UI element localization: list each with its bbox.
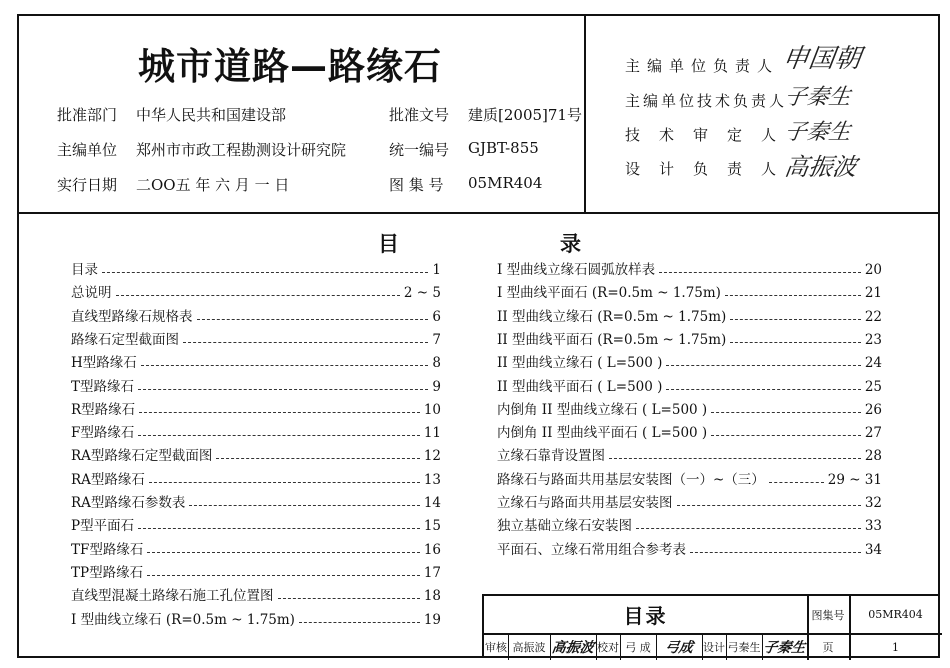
toc-item bbox=[71, 328, 441, 348]
toc-leader bbox=[677, 505, 861, 506]
toc-item bbox=[71, 584, 441, 604]
toc-item bbox=[71, 281, 441, 301]
toc-leader bbox=[147, 552, 419, 553]
toc-item-label: 内倒角 II 型曲线立缘石 ( L=500 ) bbox=[497, 401, 708, 418]
design-label: 设计 bbox=[703, 641, 725, 654]
check-name: 弓 成 bbox=[625, 641, 651, 654]
info-value: 05MR404 bbox=[468, 174, 543, 192]
info-row-editor-unit bbox=[57, 139, 347, 160]
toc-item-label: 直线型混凝土路缘石施工孔位置图 bbox=[71, 588, 274, 605]
toc-item-label: 目录 bbox=[71, 262, 98, 278]
toc-item-page: 27 bbox=[864, 425, 882, 442]
toc-leader bbox=[116, 295, 400, 296]
toc-item bbox=[71, 398, 441, 418]
toc-item bbox=[71, 561, 441, 581]
toc-item-label: II 型曲线立缘石 ( L=500 ) bbox=[497, 355, 663, 372]
document-title: 城市道路—路缘石 bbox=[138, 45, 442, 88]
toc-item-label: RA型路缘石 bbox=[71, 471, 145, 488]
toc-item bbox=[71, 375, 441, 395]
toc-item-page: 32 bbox=[864, 495, 882, 511]
info-row-approval-no bbox=[389, 104, 582, 125]
toc-heading-right: 录 bbox=[560, 232, 581, 256]
atlas-label: 图集号 bbox=[811, 608, 845, 622]
toc-leader bbox=[197, 319, 429, 320]
toc-item-page: 17 bbox=[423, 564, 441, 581]
info-row-effective-date bbox=[57, 174, 290, 195]
toc-leader bbox=[138, 435, 419, 436]
info-label: 主编单位 bbox=[57, 141, 118, 159]
check-label: 校对 bbox=[597, 641, 619, 654]
toc-leader bbox=[730, 319, 861, 320]
toc-leader bbox=[666, 389, 860, 390]
toc-leader bbox=[690, 552, 861, 553]
toc-leader bbox=[189, 505, 419, 506]
info-label: 图 集 号 bbox=[389, 176, 444, 194]
toc-item-label: 内倒角 II 型曲线平面石 ( L=500 ) bbox=[497, 425, 708, 442]
toc-item bbox=[497, 351, 882, 371]
title-block bbox=[482, 594, 940, 658]
toc-item-label: II 型曲线立缘石 (R=0.5m ~ 1.75m) bbox=[497, 308, 727, 325]
toc-item-page: 26 bbox=[864, 401, 882, 418]
approver-role: 设计负责人 bbox=[625, 160, 796, 178]
toc-item-label: TF型路缘石 bbox=[71, 541, 144, 558]
toc-item bbox=[497, 421, 882, 441]
info-row-approval-dept bbox=[57, 104, 287, 125]
toc-item bbox=[497, 444, 882, 464]
page-label: 页 bbox=[822, 641, 834, 654]
toc-item-page: 6 bbox=[432, 308, 441, 325]
toc-item-page: 7 bbox=[432, 331, 441, 348]
toc-leader bbox=[299, 622, 420, 623]
header-vertical-divider bbox=[584, 14, 586, 213]
info-value: 建质[2005]71号 bbox=[468, 106, 582, 124]
toc-item-page: 29 ~ 31 bbox=[827, 471, 882, 488]
toc-item bbox=[71, 608, 441, 628]
toc-item-label: R型路缘石 bbox=[71, 401, 136, 418]
toc-item-page: 14 bbox=[423, 495, 441, 511]
toc-item bbox=[497, 468, 882, 488]
toc-item-label: 路缘石与路面共用基层安装图（一）~（三） bbox=[497, 471, 765, 488]
toc-item-page: 33 bbox=[864, 518, 882, 535]
signature: 子秦生 bbox=[782, 120, 853, 145]
atlas-value: 05MR404 bbox=[868, 608, 923, 621]
info-row-atlas-no bbox=[389, 174, 543, 195]
info-label: 批准部门 bbox=[57, 106, 118, 124]
toc-leader bbox=[711, 412, 861, 413]
toc-item-page: 18 bbox=[423, 588, 441, 605]
toc-item-label: F型路缘石 bbox=[71, 425, 135, 442]
toc-item bbox=[497, 281, 882, 301]
toc-item bbox=[497, 305, 882, 325]
toc-item-page: 15 bbox=[423, 518, 441, 535]
toc-item-page: 11 bbox=[423, 425, 441, 442]
toc-item-page: 24 bbox=[864, 355, 882, 372]
toc-item bbox=[71, 538, 441, 558]
toc-item-page: 9 bbox=[432, 378, 441, 395]
review-signature: 高振波 bbox=[550, 640, 595, 656]
info-value: 郑州市市政工程勘测设计研究院 bbox=[136, 141, 347, 159]
toc-item bbox=[497, 258, 882, 278]
toc-leader bbox=[141, 365, 429, 366]
approver-role: 主编单位技术负责人 bbox=[625, 92, 788, 110]
toc-item-page: 34 bbox=[864, 541, 882, 558]
toc-item-label: P型平面石 bbox=[71, 518, 135, 535]
toc-leader bbox=[278, 598, 420, 599]
toc-item-page: 25 bbox=[864, 378, 882, 395]
toc-item-page: 21 bbox=[864, 285, 882, 302]
design-signature: 子秦生 bbox=[762, 640, 807, 656]
review-name: 高振波 bbox=[512, 641, 546, 654]
approver-role: 主编单位负责人 bbox=[625, 57, 780, 75]
toc-item-label: 立缘石与路面共用基层安装图 bbox=[497, 495, 673, 511]
toc-item-label: II 型曲线平面石 (R=0.5m ~ 1.75m) bbox=[497, 331, 727, 348]
toc-item-page: 16 bbox=[423, 541, 441, 558]
page-value: 1 bbox=[892, 640, 899, 654]
toc-item-label: I 型曲线立缘石 (R=0.5m ~ 1.75m) bbox=[71, 611, 295, 628]
toc-leader bbox=[609, 458, 861, 459]
toc-item bbox=[497, 514, 882, 534]
toc-item bbox=[71, 258, 441, 278]
toc-leader bbox=[147, 575, 420, 576]
toc-item bbox=[71, 514, 441, 534]
toc-leader bbox=[216, 458, 419, 459]
toc-item bbox=[497, 398, 882, 418]
toc-item-page: 1 bbox=[432, 262, 441, 278]
toc-item bbox=[497, 538, 882, 558]
signature: 高振波 bbox=[782, 153, 859, 181]
toc-item-label: II 型曲线平面石 ( L=500 ) bbox=[497, 378, 663, 395]
toc-item-label: 路缘石定型截面图 bbox=[71, 331, 179, 348]
info-row-unified-no bbox=[389, 139, 539, 160]
toc-item-label: TP型路缘石 bbox=[71, 564, 144, 581]
toc-item-label: RA型路缘石定型截面图 bbox=[71, 448, 213, 465]
info-value: GJBT-855 bbox=[468, 139, 539, 157]
toc-item-label: I 型曲线立缘石圆弧放样表 bbox=[497, 262, 656, 278]
info-label: 实行日期 bbox=[57, 176, 118, 194]
toc-item-page: 8 bbox=[432, 355, 441, 372]
toc-leader bbox=[711, 435, 861, 436]
review-label: 审核 bbox=[485, 641, 507, 654]
toc-item bbox=[497, 375, 882, 395]
toc-item-page: 28 bbox=[864, 448, 882, 465]
toc-leader bbox=[102, 272, 428, 273]
toc-item-label: 总说明 bbox=[71, 285, 112, 302]
toc-item bbox=[71, 444, 441, 464]
title-block-title: 目录 bbox=[623, 604, 668, 628]
toc-leader bbox=[666, 365, 860, 366]
toc-item-page: 23 bbox=[864, 331, 882, 348]
toc-item-page: 19 bbox=[423, 611, 441, 628]
toc-item-label: I 型曲线平面石 (R=0.5m ~ 1.75m) bbox=[497, 285, 721, 302]
toc-item-label: 平面石、立缘石常用组合参考表 bbox=[497, 541, 686, 558]
info-value: 二OO五 年 六 月 一 日 bbox=[136, 176, 290, 194]
toc-item-label: RA型路缘石参数表 bbox=[71, 495, 186, 511]
toc-heading-left: 目 bbox=[378, 232, 399, 256]
toc-leader bbox=[730, 342, 861, 343]
toc-item-label: 直线型路缘石规格表 bbox=[71, 308, 193, 325]
info-label: 统一编号 bbox=[389, 141, 450, 159]
toc-leader bbox=[149, 482, 420, 483]
toc-item-label: 立缘石靠背设置图 bbox=[497, 448, 605, 465]
info-label: 批准文号 bbox=[389, 106, 450, 124]
toc-item-page: 13 bbox=[423, 471, 441, 488]
toc-item bbox=[71, 468, 441, 488]
toc-leader bbox=[769, 482, 824, 483]
toc-leader bbox=[139, 412, 420, 413]
toc-item-page: 10 bbox=[423, 401, 441, 418]
toc-leader bbox=[183, 342, 428, 343]
toc-item bbox=[497, 491, 882, 511]
design-name: 弓秦生 bbox=[727, 641, 761, 654]
toc-item-page: 22 bbox=[864, 308, 882, 325]
toc-leader bbox=[138, 389, 428, 390]
toc-item bbox=[497, 328, 882, 348]
check-signature: 弓成 bbox=[663, 640, 694, 656]
toc-item-page: 12 bbox=[423, 448, 441, 465]
toc-item bbox=[71, 421, 441, 441]
toc-leader bbox=[636, 528, 861, 529]
toc-leader bbox=[725, 295, 861, 296]
toc-leader bbox=[138, 528, 420, 529]
toc-item bbox=[71, 305, 441, 325]
header-divider bbox=[17, 212, 940, 214]
info-value: 中华人民共和国建设部 bbox=[136, 106, 287, 124]
toc-item-page: 20 bbox=[864, 262, 882, 278]
toc-item-label: H型路缘石 bbox=[71, 355, 137, 372]
toc-item-label: T型路缘石 bbox=[71, 378, 135, 395]
toc-leader bbox=[659, 272, 861, 273]
toc-item bbox=[71, 351, 441, 371]
toc-item-page: 2 ~ 5 bbox=[403, 285, 441, 302]
signature: 子秦生 bbox=[782, 85, 853, 110]
toc-item-label: 独立基础立缘石安装图 bbox=[497, 518, 632, 535]
approver-role: 技术审定人 bbox=[625, 126, 796, 144]
signature: 申国朝 bbox=[780, 44, 863, 74]
toc-item bbox=[71, 491, 441, 511]
